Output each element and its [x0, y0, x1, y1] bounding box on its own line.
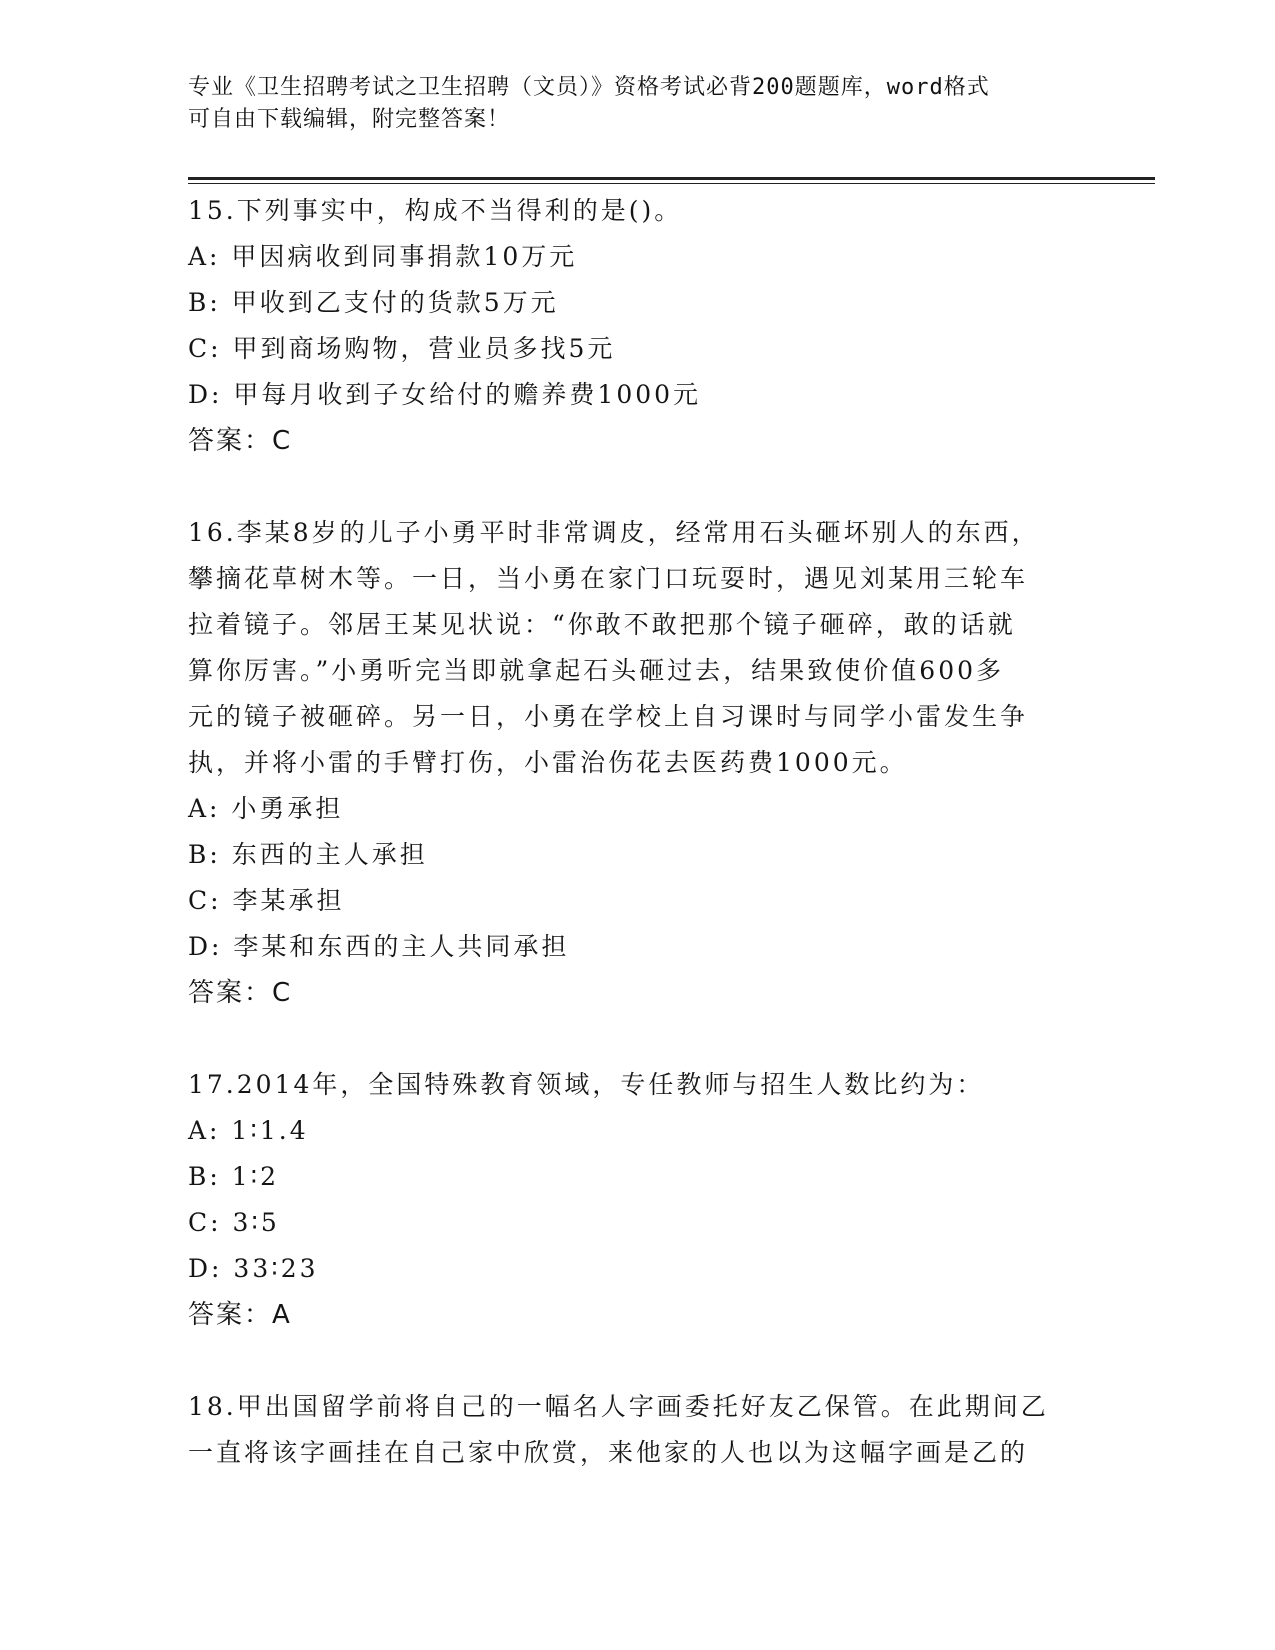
header-divider-thin	[188, 183, 1155, 184]
question-text: 攀摘花草树木等。一日，当小勇在家门口玩耍时，遇见刘某用三轮车	[188, 564, 1029, 593]
option-b: B: 1∶2	[188, 1162, 280, 1191]
question-text: 15.下列事实中，构成不当得利的是()。	[188, 196, 683, 225]
question-17	[188, 1062, 1088, 1338]
question-list	[188, 188, 1088, 1476]
option-c: C: 李某承担	[188, 886, 345, 915]
question-text: 16.李某8岁的儿子小勇平时非常调皮，经常用石头砸坏别人的东西，	[188, 518, 1040, 547]
option-d: D: 李某和东西的主人共同承担	[188, 932, 570, 961]
answer-line: 答案：C	[188, 978, 293, 1008]
question-16	[188, 510, 1088, 1016]
option-d: D: 33∶23	[188, 1254, 319, 1283]
question-text: 元的镜子被砸碎。另一日，小勇在学校上自习课时与同学小雷发生争	[188, 702, 1029, 731]
option-b: B: 甲收到乙支付的货款5万元	[188, 288, 559, 317]
option-a: A: 小勇承担	[188, 794, 344, 823]
header-line-1: 专业《卫生招聘考试之卫生招聘（文员）》资格考试必背200题题库，word格式	[188, 75, 990, 100]
question-18	[188, 1384, 1088, 1476]
answer-line: 答案：A	[188, 1300, 292, 1330]
option-a: A: 甲因病收到同事捐款10万元	[188, 242, 578, 271]
header-divider-thick	[188, 177, 1155, 180]
option-d: D: 甲每月收到子女给付的赡养费1000元	[188, 380, 702, 409]
header-line-2: 可自由下载编辑，附完整答案！	[188, 107, 511, 132]
question-text: 18.甲出国留学前将自己的一幅名人字画委托好友乙保管。在此期间乙	[188, 1392, 1049, 1421]
option-c: C: 3∶5	[188, 1208, 280, 1237]
document-header	[188, 72, 1088, 136]
question-text: 执，并将小雷的手臂打伤，小雷治伤花去医药费1000元。	[188, 748, 908, 777]
answer-line: 答案：C	[188, 426, 293, 456]
question-text: 算你厉害。”小勇听完当即就拿起石头砸过去，结果致使价值600多	[188, 656, 1005, 685]
question-15	[188, 188, 1088, 464]
option-c: C: 甲到商场购物，营业员多找5元	[188, 334, 616, 363]
question-text: 17.2014年，全国特殊教育领域，专任教师与招生人数比约为：	[188, 1070, 985, 1099]
option-b: B: 东西的主人承担	[188, 840, 428, 869]
option-a: A: 1∶1.4	[188, 1116, 309, 1145]
question-text: 一直将该字画挂在自己家中欣赏，来他家的人也以为这幅字画是乙的	[188, 1438, 1029, 1467]
question-text: 拉着镜子。邻居王某见状说：“你敢不敢把那个镜子砸碎，敢的话就	[188, 610, 1016, 639]
